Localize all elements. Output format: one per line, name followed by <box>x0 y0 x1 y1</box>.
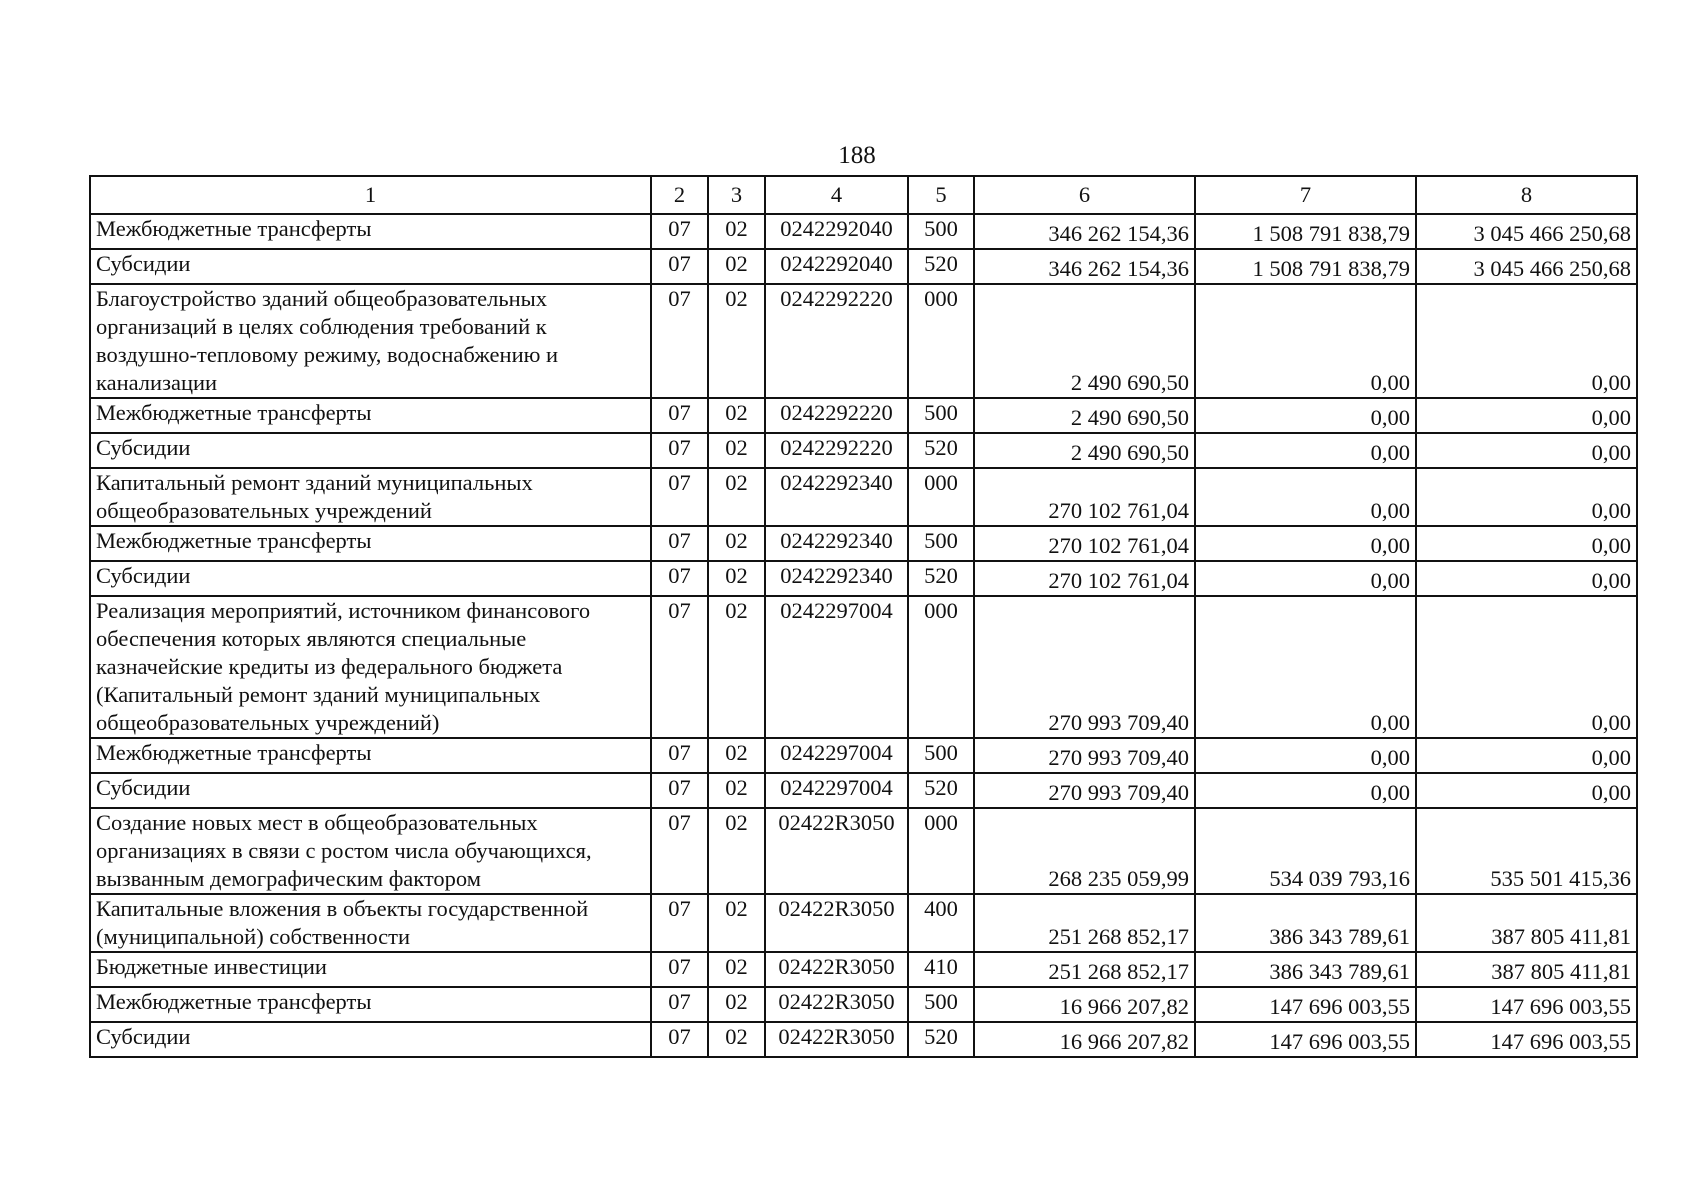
table-row <box>90 1022 1637 1057</box>
row-section: 07 <box>651 1022 708 1057</box>
row-expense-type: 000 <box>908 596 974 738</box>
row-name: Межбюджетные трансферты <box>90 526 651 561</box>
row-amount-col7: 147 696 003,55 <box>1195 987 1416 1022</box>
row-name: Субсидии <box>90 561 651 596</box>
page-number: 188 <box>838 142 876 169</box>
row-amount-col6: 268 235 059,99 <box>974 808 1195 894</box>
table-row <box>90 526 1637 561</box>
row-expense-type: 520 <box>908 249 974 284</box>
row-target-article: 0242297004 <box>765 773 908 808</box>
row-section: 07 <box>651 808 708 894</box>
row-amount-col8: 387 805 411,81 <box>1416 894 1637 952</box>
row-amount-col7: 0,00 <box>1195 284 1416 398</box>
row-expense-type: 520 <box>908 433 974 468</box>
row-amount-col7: 147 696 003,55 <box>1195 1022 1416 1057</box>
row-target-article: 0242292040 <box>765 249 908 284</box>
row-amount-col6: 346 262 154,36 <box>974 214 1195 249</box>
table-row <box>90 808 1637 894</box>
row-target-article: 02422R3050 <box>765 808 908 894</box>
row-subsection: 02 <box>708 284 765 398</box>
row-expense-type: 520 <box>908 773 974 808</box>
table-row <box>90 773 1637 808</box>
table-row <box>90 398 1637 433</box>
row-target-article: 0242292220 <box>765 398 908 433</box>
row-amount-col7: 0,00 <box>1195 398 1416 433</box>
row-subsection: 02 <box>708 1022 765 1057</box>
table-row <box>90 214 1637 249</box>
row-amount-col8: 3 045 466 250,68 <box>1416 214 1637 249</box>
row-section: 07 <box>651 526 708 561</box>
row-amount-col8: 387 805 411,81 <box>1416 952 1637 987</box>
row-section: 07 <box>651 284 708 398</box>
row-amount-col8: 0,00 <box>1416 468 1637 526</box>
row-expense-type: 520 <box>908 561 974 596</box>
row-target-article: 0242292220 <box>765 433 908 468</box>
column-number-header-row <box>90 176 1637 214</box>
row-amount-col6: 16 966 207,82 <box>974 1022 1195 1057</box>
row-expense-type: 500 <box>908 526 974 561</box>
row-amount-col8: 3 045 466 250,68 <box>1416 249 1637 284</box>
row-amount-col7: 534 039 793,16 <box>1195 808 1416 894</box>
row-section: 07 <box>651 398 708 433</box>
row-amount-col6: 346 262 154,36 <box>974 249 1195 284</box>
row-name: Межбюджетные трансферты <box>90 987 651 1022</box>
column-header-2: 2 <box>651 176 708 214</box>
row-target-article: 0242292340 <box>765 468 908 526</box>
row-section: 07 <box>651 596 708 738</box>
row-amount-col7: 0,00 <box>1195 561 1416 596</box>
row-amount-col6: 2 490 690,50 <box>974 398 1195 433</box>
row-amount-col6: 270 993 709,40 <box>974 738 1195 773</box>
row-section: 07 <box>651 738 708 773</box>
column-header-6: 6 <box>974 176 1195 214</box>
row-target-article: 0242292040 <box>765 214 908 249</box>
row-name: Субсидии <box>90 249 651 284</box>
row-target-article: 0242297004 <box>765 596 908 738</box>
table-row <box>90 952 1637 987</box>
row-amount-col7: 0,00 <box>1195 468 1416 526</box>
row-name: Бюджетные инвестиции <box>90 952 651 987</box>
table-row <box>90 738 1637 773</box>
table-row <box>90 561 1637 596</box>
row-amount-col6: 2 490 690,50 <box>974 284 1195 398</box>
row-name: Создание новых мест в общеобразовательных организациях в связи с ростом числа обучающихся, вызванным демографическим фактором <box>90 808 651 894</box>
row-amount-col8: 0,00 <box>1416 284 1637 398</box>
column-header-1: 1 <box>90 176 651 214</box>
row-amount-col7: 0,00 <box>1195 526 1416 561</box>
row-amount-col6: 270 102 761,04 <box>974 526 1195 561</box>
budget-table <box>89 175 1638 1058</box>
row-name: Субсидии <box>90 1022 651 1057</box>
row-subsection: 02 <box>708 987 765 1022</box>
row-target-article: 0242292340 <box>765 561 908 596</box>
row-section: 07 <box>651 249 708 284</box>
row-expense-type: 500 <box>908 738 974 773</box>
row-subsection: 02 <box>708 894 765 952</box>
row-target-article: 0242292340 <box>765 526 908 561</box>
row-target-article: 02422R3050 <box>765 894 908 952</box>
row-amount-col8: 0,00 <box>1416 596 1637 738</box>
row-amount-col8: 0,00 <box>1416 433 1637 468</box>
row-name: Капитальный ремонт зданий муниципальных общеобразовательных учреждений <box>90 468 651 526</box>
row-expense-type: 500 <box>908 214 974 249</box>
row-section: 07 <box>651 952 708 987</box>
row-subsection: 02 <box>708 526 765 561</box>
table-row <box>90 249 1637 284</box>
row-amount-col7: 386 343 789,61 <box>1195 894 1416 952</box>
table-row <box>90 468 1637 526</box>
row-name: Реализация мероприятий, источником финансового обеспечения которых являются специальные казначейские кредиты из федерального бюджета (Капитальный ремонт зданий муниципальных общеобразовательных учреждений) <box>90 596 651 738</box>
row-section: 07 <box>651 773 708 808</box>
row-expense-type: 000 <box>908 468 974 526</box>
row-amount-col8: 0,00 <box>1416 398 1637 433</box>
row-expense-type: 000 <box>908 808 974 894</box>
row-subsection: 02 <box>708 433 765 468</box>
row-amount-col8: 147 696 003,55 <box>1416 987 1637 1022</box>
row-amount-col6: 16 966 207,82 <box>974 987 1195 1022</box>
row-amount-col7: 0,00 <box>1195 773 1416 808</box>
row-subsection: 02 <box>708 738 765 773</box>
row-name: Субсидии <box>90 433 651 468</box>
table-row <box>90 284 1637 398</box>
row-expense-type: 500 <box>908 398 974 433</box>
row-amount-col6: 270 993 709,40 <box>974 773 1195 808</box>
row-name: Межбюджетные трансферты <box>90 214 651 249</box>
column-header-3: 3 <box>708 176 765 214</box>
row-target-article: 02422R3050 <box>765 1022 908 1057</box>
row-name: Благоустройство зданий общеобразовательных организаций в целях соблюдения требований к воздушно-тепловому режиму, водоснабжению и канализации <box>90 284 651 398</box>
row-target-article: 02422R3050 <box>765 952 908 987</box>
row-amount-col7: 386 343 789,61 <box>1195 952 1416 987</box>
row-subsection: 02 <box>708 561 765 596</box>
table-row <box>90 433 1637 468</box>
column-header-7: 7 <box>1195 176 1416 214</box>
row-amount-col6: 270 993 709,40 <box>974 596 1195 738</box>
row-amount-col8: 535 501 415,36 <box>1416 808 1637 894</box>
table-row <box>90 987 1637 1022</box>
row-section: 07 <box>651 433 708 468</box>
table-row <box>90 894 1637 952</box>
row-amount-col8: 0,00 <box>1416 526 1637 561</box>
row-section: 07 <box>651 468 708 526</box>
row-name: Субсидии <box>90 773 651 808</box>
row-section: 07 <box>651 987 708 1022</box>
row-amount-col8: 0,00 <box>1416 773 1637 808</box>
row-expense-type: 520 <box>908 1022 974 1057</box>
row-name: Капитальные вложения в объекты государственной (муниципальной) собственности <box>90 894 651 952</box>
row-subsection: 02 <box>708 214 765 249</box>
row-target-article: 0242292220 <box>765 284 908 398</box>
row-amount-col7: 0,00 <box>1195 596 1416 738</box>
row-section: 07 <box>651 894 708 952</box>
row-target-article: 02422R3050 <box>765 987 908 1022</box>
row-amount-col8: 0,00 <box>1416 738 1637 773</box>
row-amount-col8: 147 696 003,55 <box>1416 1022 1637 1057</box>
row-subsection: 02 <box>708 808 765 894</box>
row-expense-type: 410 <box>908 952 974 987</box>
row-subsection: 02 <box>708 952 765 987</box>
row-amount-col6: 270 102 761,04 <box>974 468 1195 526</box>
row-expense-type: 500 <box>908 987 974 1022</box>
row-name: Межбюджетные трансферты <box>90 738 651 773</box>
row-amount-col6: 251 268 852,17 <box>974 952 1195 987</box>
row-expense-type: 400 <box>908 894 974 952</box>
row-section: 07 <box>651 561 708 596</box>
row-subsection: 02 <box>708 468 765 526</box>
column-header-8: 8 <box>1416 176 1637 214</box>
row-amount-col7: 0,00 <box>1195 738 1416 773</box>
row-amount-col6: 251 268 852,17 <box>974 894 1195 952</box>
column-header-4: 4 <box>765 176 908 214</box>
row-amount-col7: 1 508 791 838,79 <box>1195 214 1416 249</box>
row-subsection: 02 <box>708 398 765 433</box>
row-amount-col7: 0,00 <box>1195 433 1416 468</box>
row-amount-col7: 1 508 791 838,79 <box>1195 249 1416 284</box>
row-expense-type: 000 <box>908 284 974 398</box>
column-header-5: 5 <box>908 176 974 214</box>
row-subsection: 02 <box>708 773 765 808</box>
table-row <box>90 596 1637 738</box>
row-amount-col6: 270 102 761,04 <box>974 561 1195 596</box>
row-amount-col8: 0,00 <box>1416 561 1637 596</box>
row-subsection: 02 <box>708 249 765 284</box>
row-section: 07 <box>651 214 708 249</box>
row-name: Межбюджетные трансферты <box>90 398 651 433</box>
row-subsection: 02 <box>708 596 765 738</box>
row-target-article: 0242297004 <box>765 738 908 773</box>
row-amount-col6: 2 490 690,50 <box>974 433 1195 468</box>
